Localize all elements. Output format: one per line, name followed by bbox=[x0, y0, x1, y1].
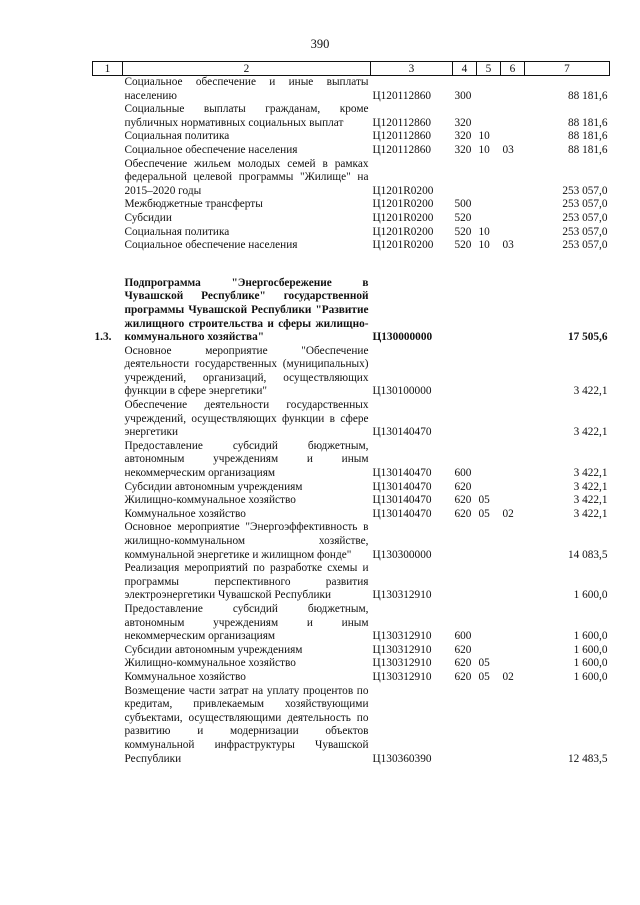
table-row bbox=[93, 198, 610, 212]
row-amount: 88 181,6 bbox=[567, 130, 608, 143]
row-subsection bbox=[501, 103, 525, 130]
row-target-code: Ц130000000 bbox=[372, 331, 433, 344]
row-subsection bbox=[501, 212, 525, 226]
row-target-code: Ц130312910 bbox=[372, 589, 432, 602]
header-col-5: 5 bbox=[477, 62, 501, 76]
row-number bbox=[93, 130, 123, 144]
row-section bbox=[477, 685, 501, 767]
row-section bbox=[477, 76, 501, 104]
row-number bbox=[93, 494, 123, 508]
table-body bbox=[93, 76, 610, 767]
row-section: 10 bbox=[478, 239, 490, 252]
table-row bbox=[93, 603, 610, 644]
row-name: Социальная политика bbox=[124, 225, 230, 238]
row-amount: 3 422,1 bbox=[573, 467, 608, 480]
row-number bbox=[93, 76, 123, 104]
table-row bbox=[93, 521, 610, 562]
table-row bbox=[93, 76, 610, 104]
row-target-code: Ц120112860 bbox=[372, 143, 432, 156]
row-target-code: Ц1201R0200 bbox=[372, 184, 434, 197]
table-row bbox=[93, 144, 610, 158]
row-section bbox=[477, 481, 501, 495]
row-subsection bbox=[501, 198, 525, 212]
row-name: Межбюджетные трансферты bbox=[124, 198, 263, 211]
row-section bbox=[477, 562, 501, 603]
row-expense-type: 620 bbox=[454, 480, 472, 493]
header-col-2: 2 bbox=[123, 62, 371, 76]
row-section bbox=[477, 644, 501, 658]
row-amount: 1 600,0 bbox=[573, 630, 608, 643]
table-header bbox=[93, 62, 610, 76]
row-number bbox=[93, 399, 123, 440]
table-row bbox=[93, 226, 610, 240]
row-name: Социальные выплаты гражданам, кроме публичных нормативных социальных выплат bbox=[124, 103, 369, 129]
row-subsection bbox=[501, 158, 525, 199]
row-target-code: Ц1201R0200 bbox=[372, 211, 434, 224]
row-target-code: Ц130140470 bbox=[372, 467, 432, 480]
budget-table bbox=[92, 61, 610, 766]
row-target-code: Ц120112860 bbox=[372, 89, 432, 102]
table-row bbox=[93, 277, 610, 345]
row-subsection bbox=[501, 603, 525, 644]
row-expense-type bbox=[453, 158, 477, 199]
row-section bbox=[477, 212, 501, 226]
header-col-7: 7 bbox=[525, 62, 610, 76]
row-amount: 3 422,1 bbox=[573, 426, 608, 439]
row-subsection bbox=[501, 345, 525, 399]
row-target-code: Ц1201R0200 bbox=[372, 225, 434, 238]
row-section: 10 bbox=[478, 143, 490, 156]
row-amount: 1 600,0 bbox=[573, 589, 608, 602]
row-name: Субсидии автономным учреждениям bbox=[124, 643, 303, 656]
row-target-code: Ц1201R0200 bbox=[372, 198, 434, 211]
spacer-cell bbox=[93, 253, 610, 277]
row-subsection bbox=[501, 226, 525, 240]
row-name: Субсидии bbox=[124, 211, 172, 224]
table-row bbox=[93, 657, 610, 671]
row-subsection bbox=[501, 521, 525, 562]
row-subsection bbox=[501, 399, 525, 440]
row-amount: 1 600,0 bbox=[573, 670, 608, 683]
row-subsection bbox=[501, 277, 525, 345]
row-number bbox=[93, 481, 123, 495]
table-row bbox=[93, 103, 610, 130]
row-name: Жилищно-коммунальное хозяйство bbox=[124, 494, 296, 507]
header-col-3: 3 bbox=[371, 62, 453, 76]
row-number bbox=[93, 644, 123, 658]
row-name: Жилищно-коммунальное хозяйство bbox=[124, 657, 296, 670]
row-number bbox=[93, 671, 123, 685]
row-number bbox=[93, 345, 123, 399]
row-name: Основное мероприятие "Энергоэффективность в жилищно-коммунальном хозяйстве, коммунальной энергетике и жилищном фонде" bbox=[124, 521, 369, 561]
row-expense-type bbox=[453, 399, 477, 440]
row-amount: 88 181,6 bbox=[567, 116, 608, 129]
row-amount: 17 505,6 bbox=[567, 331, 608, 344]
table-row bbox=[93, 399, 610, 440]
row-section bbox=[477, 440, 501, 481]
row-name: Социальная политика bbox=[124, 130, 230, 143]
row-number bbox=[93, 212, 123, 226]
row-subsection: 02 bbox=[502, 507, 514, 520]
header-col-4: 4 bbox=[453, 62, 477, 76]
row-target-code: Ц120112860 bbox=[372, 130, 432, 143]
row-amount: 3 422,1 bbox=[573, 507, 608, 520]
row-name: Предоставление субсидий бюджетным, автономным учреждениям и иным некоммерческим организациям bbox=[124, 439, 369, 480]
row-expense-type bbox=[453, 345, 477, 399]
row-expense-type: 520 bbox=[454, 225, 472, 238]
row-amount: 253 057,0 bbox=[562, 198, 608, 211]
row-number bbox=[93, 103, 123, 130]
table-row bbox=[93, 508, 610, 522]
row-name: Обеспечение деятельности государственных учреждений, осуществляющих функции в сфере энергетики bbox=[124, 399, 369, 439]
table-row bbox=[93, 481, 610, 495]
table-row bbox=[93, 685, 610, 767]
row-amount: 3 422,1 bbox=[573, 480, 608, 493]
row-target-code: Ц130140470 bbox=[372, 494, 432, 507]
row-subsection bbox=[501, 440, 525, 481]
table-row bbox=[93, 158, 610, 199]
row-expense-type: 620 bbox=[454, 507, 472, 520]
row-number bbox=[93, 226, 123, 240]
row-target-code: Ц1201R0200 bbox=[372, 239, 434, 252]
row-section bbox=[477, 345, 501, 399]
row-expense-type: 320 bbox=[454, 130, 472, 143]
row-name: Реализация мероприятий по разработке схемы и программы перспективного развития электроэнергетики Чувашской Республики bbox=[124, 562, 369, 602]
row-expense-type: 320 bbox=[454, 116, 472, 129]
row-section bbox=[477, 103, 501, 130]
row-section: 05 bbox=[478, 494, 490, 507]
row-target-code: Ц130140470 bbox=[372, 426, 432, 439]
row-amount: 253 057,0 bbox=[562, 184, 608, 197]
row-amount: 253 057,0 bbox=[562, 211, 608, 224]
row-section: 05 bbox=[478, 670, 490, 683]
row-section bbox=[477, 158, 501, 199]
row-target-code: Ц130300000 bbox=[372, 548, 432, 561]
row-section bbox=[477, 603, 501, 644]
row-name: Субсидии автономным учреждениям bbox=[124, 480, 303, 493]
row-subsection bbox=[501, 481, 525, 495]
row-number bbox=[93, 239, 123, 253]
row-subsection bbox=[501, 657, 525, 671]
row-amount: 12 483,5 bbox=[567, 752, 608, 765]
row-number bbox=[93, 521, 123, 562]
table-row bbox=[93, 562, 610, 603]
header-col-6: 6 bbox=[501, 62, 525, 76]
table-row bbox=[93, 239, 610, 253]
row-name: Обеспечение жильем молодых семей в рамках федеральной целевой программы "Жилище" на 2015–2020 годы bbox=[124, 157, 369, 197]
row-name: Социальное обеспечение населения bbox=[124, 239, 298, 252]
row-subsection bbox=[501, 685, 525, 767]
row-expense-type bbox=[453, 562, 477, 603]
table-row bbox=[93, 130, 610, 144]
row-number bbox=[93, 144, 123, 158]
row-expense-type: 300 bbox=[454, 89, 472, 102]
row-subsection: 02 bbox=[502, 670, 514, 683]
row-amount: 253 057,0 bbox=[562, 225, 608, 238]
row-name: Возмещение части затрат на уплату процентов по кредитам, привлекаемым хозяйствующими субъектами, осуществляющими деятельность по развитию и модернизации объектов коммунальной инфраструктуры Чувашской Республики bbox=[124, 684, 369, 765]
row-name: Коммунальное хозяйство bbox=[124, 670, 246, 683]
row-target-code: Ц130360390 bbox=[372, 752, 432, 765]
row-expense-type: 500 bbox=[454, 198, 472, 211]
row-name: Социальное обеспечение населения bbox=[124, 143, 298, 156]
row-amount: 253 057,0 bbox=[562, 239, 608, 252]
row-section: 10 bbox=[478, 225, 490, 238]
row-expense-type bbox=[453, 685, 477, 767]
row-amount: 1 600,0 bbox=[573, 643, 608, 656]
page-number: 390 bbox=[310, 37, 330, 51]
row-number bbox=[93, 158, 123, 199]
row-target-code: Ц130100000 bbox=[372, 385, 432, 398]
row-subsection: 03 bbox=[502, 239, 514, 252]
row-amount: 3 422,1 bbox=[573, 494, 608, 507]
row-expense-type: 320 bbox=[454, 143, 472, 156]
row-expense-type bbox=[453, 277, 477, 345]
row-target-code: Ц120112860 bbox=[372, 116, 432, 129]
table-row bbox=[93, 345, 610, 399]
table-row bbox=[93, 494, 610, 508]
table-row bbox=[93, 671, 610, 685]
row-amount: 88 181,6 bbox=[567, 143, 608, 156]
row-subsection bbox=[501, 494, 525, 508]
row-name: Подпрограмма "Энергосбережение в Чувашской Республике" государственной программы Чувашской Республики "Развитие жилищного строительства и сферы жилищно-коммунального хозяйства" bbox=[124, 276, 369, 344]
row-number bbox=[93, 603, 123, 644]
row-subsection bbox=[501, 562, 525, 603]
row-subsection bbox=[501, 644, 525, 658]
row-amount: 3 422,1 bbox=[573, 385, 608, 398]
row-subsection bbox=[501, 130, 525, 144]
row-target-code: Ц130312910 bbox=[372, 630, 432, 643]
row-section bbox=[477, 198, 501, 212]
row-expense-type: 620 bbox=[454, 657, 472, 670]
row-target-code: Ц130312910 bbox=[372, 643, 432, 656]
table-row bbox=[93, 440, 610, 481]
row-section bbox=[477, 277, 501, 345]
row-amount: 1 600,0 bbox=[573, 657, 608, 670]
row-number bbox=[93, 440, 123, 481]
table-row bbox=[93, 212, 610, 226]
row-name: Социальное обеспечение и иные выплаты населению bbox=[124, 76, 369, 102]
spacer-row bbox=[93, 253, 610, 277]
row-subsection bbox=[501, 76, 525, 104]
row-expense-type: 620 bbox=[454, 494, 472, 507]
row-number bbox=[93, 685, 123, 767]
row-target-code: Ц130312910 bbox=[372, 670, 432, 683]
row-expense-type: 600 bbox=[454, 630, 472, 643]
row-number bbox=[93, 562, 123, 603]
row-expense-type: 620 bbox=[454, 670, 472, 683]
row-number bbox=[93, 657, 123, 671]
row-section: 05 bbox=[478, 507, 490, 520]
row-number bbox=[93, 508, 123, 522]
row-number bbox=[93, 198, 123, 212]
row-section: 10 bbox=[478, 130, 490, 143]
row-expense-type: 520 bbox=[454, 239, 472, 252]
row-section: 05 bbox=[478, 657, 490, 670]
row-target-code: Ц130140470 bbox=[372, 480, 432, 493]
row-expense-type: 600 bbox=[454, 467, 472, 480]
row-name: Предоставление субсидий бюджетным, автономным учреждениям и иным некоммерческим организациям bbox=[124, 602, 369, 643]
row-expense-type: 620 bbox=[454, 643, 472, 656]
row-number: 1.3. bbox=[94, 331, 112, 344]
row-expense-type bbox=[453, 521, 477, 562]
row-section bbox=[477, 521, 501, 562]
row-section bbox=[477, 399, 501, 440]
row-amount: 14 083,5 bbox=[567, 548, 608, 561]
row-subsection: 03 bbox=[502, 143, 514, 156]
row-name: Основное мероприятие "Обеспечение деятельности государственных (муниципальных) учреждений, организаций, осуществляющих функции в сфере энергетики" bbox=[124, 344, 369, 398]
row-amount: 88 181,6 bbox=[567, 89, 608, 102]
row-expense-type: 520 bbox=[454, 211, 472, 224]
row-target-code: Ц130140470 bbox=[372, 507, 432, 520]
row-target-code: Ц130312910 bbox=[372, 657, 432, 670]
table-row bbox=[93, 644, 610, 658]
row-name: Коммунальное хозяйство bbox=[124, 507, 246, 520]
header-col-1: 1 bbox=[93, 62, 123, 76]
header-row bbox=[93, 62, 610, 76]
